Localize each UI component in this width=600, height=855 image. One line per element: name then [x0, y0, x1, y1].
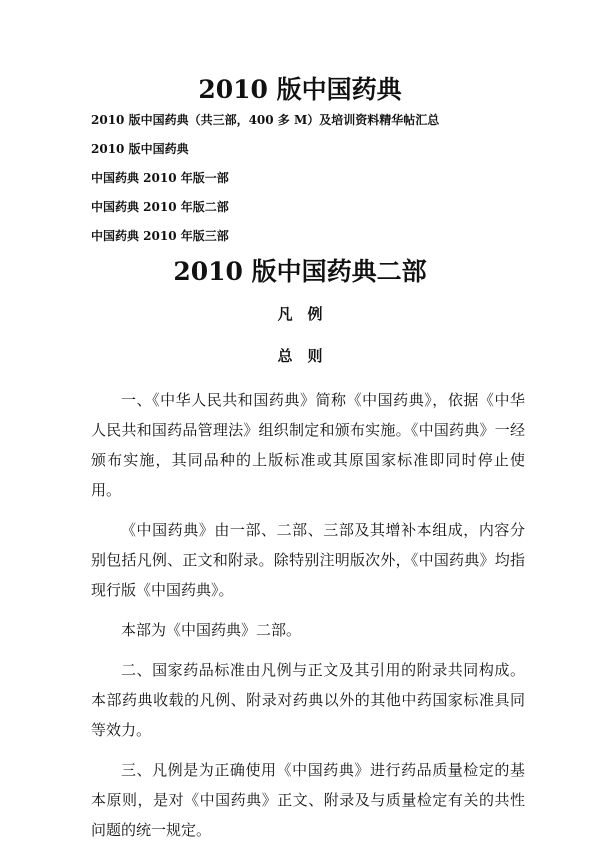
- section-title: 2010 版中国药典二部: [173, 257, 427, 286]
- link-item: [91, 228, 439, 244]
- heading-general-notices: 凡 例: [277, 305, 323, 323]
- link-2010-pharmacopoeia[interactable]: 2010 版中国药典: [91, 142, 189, 156]
- paragraph: 三、凡例是为正确使用《中国药典》进行药品质量检定的基本原则，是对《中国药典》正文、附录及与质量检定有关的共性问题的统一规定。: [91, 761, 525, 839]
- paragraph: 本部为《中国药典》二部。: [121, 621, 302, 639]
- link-volume-two[interactable]: 中国药典 2010 年版二部: [91, 200, 229, 214]
- link-item: [91, 170, 439, 186]
- link-volume-three[interactable]: 中国药典 2010 年版三部: [91, 229, 229, 243]
- main-title: 2010 版中国药典: [198, 75, 402, 104]
- paragraph: 《中国药典》由一部、二部、三部及其增补本组成，内容分别包括凡例、正文和附录。除特别注明版次外，《中国药典》均指现行版《中国药典》。: [91, 521, 525, 599]
- link-volume-one[interactable]: 中国药典 2010 年版一部: [91, 171, 229, 185]
- link-full-collection[interactable]: 2010 版中国药典（共三部，400 多 M）及培训资料精华帖汇总: [91, 113, 440, 127]
- link-item: [91, 141, 439, 157]
- body-text: [91, 385, 525, 855]
- resource-link-list: [91, 112, 439, 257]
- heading-general-principles: 总 则: [277, 347, 323, 365]
- paragraph: 二、国家药品标准由凡例与正文及其引用的附录共同构成。本部药典收载的凡例、附录对药典以外的其他中药国家标准具同等效力。: [91, 661, 525, 739]
- link-item: [91, 199, 439, 215]
- link-item: [91, 112, 439, 128]
- paragraph: 一、《中华人民共和国药典》简称《中国药典》，依据《中华人民共和国药品管理法》组织制定和颁布实施。《中国药典》一经颁布实施，其同品种的上版标准或其原国家标准即同时停止使用。: [91, 391, 525, 499]
